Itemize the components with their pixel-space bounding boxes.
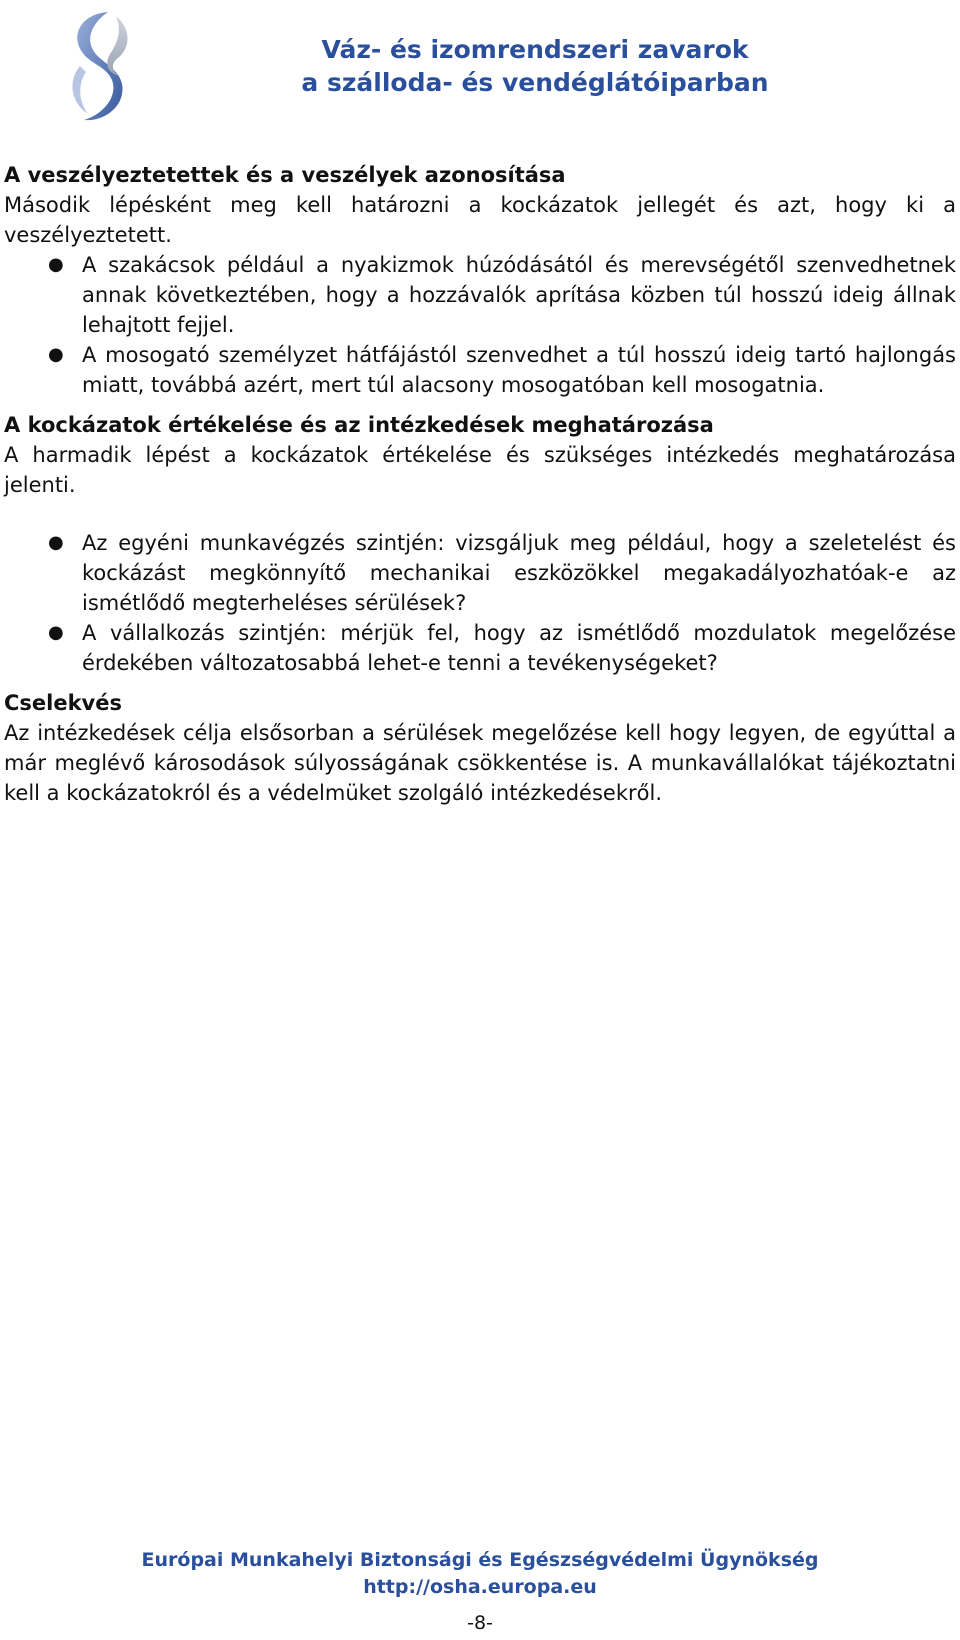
footer-agency: Európai Munkahelyi Biztonsági és Egészségvédelmi Ügynökség: [141, 1549, 819, 1571]
list-item: [4, 250, 956, 340]
osha-logo-icon: [60, 6, 142, 128]
bullet-icon: ●: [48, 344, 64, 365]
list-item: [4, 340, 956, 400]
header-title-line1: Váz- és izomrendszeri zavarok: [321, 35, 749, 64]
bullet-icon: ●: [48, 254, 64, 275]
bullet-icon: ●: [48, 622, 64, 643]
section-intro: A harmadik lépést a kockázatok értékelése és szükséges intézkedés meghatározása jelenti.: [4, 443, 956, 497]
footer: [0, 1547, 960, 1601]
list-item: [4, 618, 956, 678]
footer-url[interactable]: http://osha.europa.eu: [363, 1576, 597, 1598]
section-intro: Második lépésként meg kell határozni a kockázatok jellegét és azt, hogy ki a veszélyeztetett.: [4, 193, 956, 247]
document-body: [4, 160, 956, 808]
list-item: [4, 528, 956, 618]
header-title: [255, 33, 815, 99]
list-item-text: A vállalkozás szintjén: mérjük fel, hogy az ismétlődő mozdulatok megelőzése érdekében változatosabbá lehet-e tenni a tevékenységeket?: [82, 621, 956, 675]
list-item-text: A mosogató személyzet hátfájástól szenvedhet a túl hosszú ideig tartó hajlongás miatt, továbbá azért, mert túl alacsony mosogatóban kell mosogatnia.: [82, 343, 956, 397]
header-title-line2: a szálloda- és vendéglátóiparban: [301, 68, 769, 97]
section-body: Az intézkedések célja elsősorban a sérülések megelőzése kell hogy legyen, de egyúttal a már meglévő károsodások súlyosságának csökkentése is. A munkavállalókat tájékoztatni kell a kockázatokról és a védelmüket szolgáló intézkedésekről.: [4, 721, 956, 805]
bullet-icon: ●: [48, 532, 64, 553]
section-heading: A veszélyeztetettek és a veszélyek azonosítása: [4, 163, 566, 187]
section-heading: Cselekvés: [4, 691, 122, 715]
bullet-list: [4, 528, 956, 678]
list-item-text: A szakácsok például a nyakizmok húzódásától és merevségétől szenvedhetnek annak következtében, hogy a hozzávalók aprítása közben túl hosszú ideig állnak lehajtott fejjel.: [82, 253, 956, 337]
bullet-list: [4, 250, 956, 400]
list-item-text: Az egyéni munkavégzés szintjén: vizsgáljuk meg például, hogy a szeletelést és kockázást megkönnyítő mechanikai eszközökkel megakadályozhatóak-e az ismétlődő megterheléses sérülések?: [82, 531, 956, 615]
page-number: -8-: [467, 1612, 493, 1634]
section-heading: A kockázatok értékelése és az intézkedések meghatározása: [4, 413, 714, 437]
